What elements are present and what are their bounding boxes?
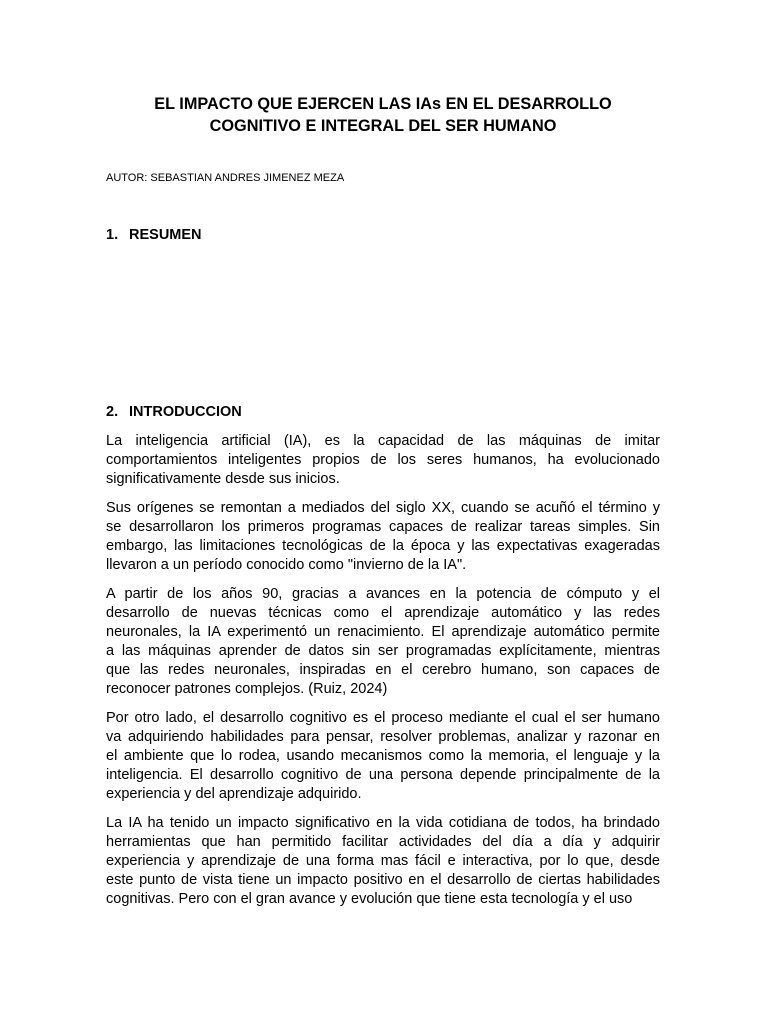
paragraph — [106, 499, 660, 575]
section-title: INTRODUCCION — [129, 404, 242, 420]
paragraph-line: A partir de los años 90, gracias a avances en la potencia de cómputo y el — [106, 586, 660, 602]
document-title — [106, 93, 660, 137]
section-title: RESUMEN — [129, 227, 202, 243]
paragraph-line: experiencia y del aprendizaje adquirido. — [106, 786, 362, 802]
paragraph-line: el ambiente que lo rodea, usando mecanismos como la memoria, el lenguaje y la — [106, 748, 660, 764]
introduction-body — [106, 432, 660, 919]
paragraph-line: Sus orígenes se remontan a mediados del siglo XX, cuando se acuñó el término y — [106, 500, 660, 516]
paragraph-line: va adquiriendo habilidades para pensar, resolver problemas, analizar y razonar en — [106, 729, 660, 745]
paragraph-line: significativamente desde sus inicios. — [106, 471, 340, 487]
author-line: AUTOR: SEBASTIAN ANDRES JIMENEZ MEZA — [106, 172, 345, 184]
paragraph-line: inteligencia. El desarrollo cognitivo de una persona depende principalmente de la — [106, 767, 660, 783]
section-number: 1. — [106, 227, 119, 243]
paragraph-line: neuronales, la IA experimentó un renacimiento. El aprendizaje automático permite — [106, 624, 660, 640]
paragraph-line: comportamientos inteligentes propios de los seres humanos, ha evolucionado — [106, 452, 660, 468]
section-heading-introduccion — [106, 403, 242, 421]
paragraph-line: que las redes neuronales, inspiradas en el cerebro humano, son capaces de — [106, 662, 660, 678]
paragraph — [106, 709, 660, 804]
paragraph-line: desarrollo de nuevas técnicas como el aprendizaje automático y las redes — [106, 605, 660, 621]
paragraph-line: herramientas que han permitido facilitar actividades del día a día y adquirir — [106, 834, 660, 850]
paragraph-line: se desarrollaron los primeros programas capaces de realizar tareas simples. Sin — [106, 519, 660, 535]
paragraph-line: llevaron a un período conocido como "invierno de la IA". — [106, 557, 467, 573]
paragraph-line: embargo, las limitaciones tecnológicas de la época y las expectativas exageradas — [106, 538, 660, 554]
paragraph — [106, 432, 660, 489]
paragraph — [106, 814, 660, 909]
paragraph-line: este punto de vista tiene un impacto positivo en el desarrollo de ciertas habilidades — [106, 872, 660, 888]
paragraph-line: cognitivas. Pero con el gran avance y evolución que tiene esta tecnología y el uso — [106, 891, 633, 907]
title-line-1: EL IMPACTO QUE EJERCEN LAS IAs EN EL DESARROLLO — [154, 95, 612, 113]
section-number: 2. — [106, 404, 119, 420]
paragraph-line: reconocer patrones complejos. (Ruiz, 2024) — [106, 681, 388, 697]
title-line-2: COGNITIVO E INTEGRAL DEL SER HUMANO — [209, 117, 557, 135]
paragraph-line: Por otro lado, el desarrollo cognitivo es el proceso mediante el cual el ser humano — [106, 710, 660, 726]
paragraph — [106, 585, 660, 699]
section-heading-resumen — [106, 226, 202, 244]
paragraph-line: La IA ha tenido un impacto significativo en la vida cotidiana de todos, ha brindado — [106, 815, 660, 831]
paragraph-line: a las máquinas aprender de datos sin ser programadas explícitamente, mientras — [106, 643, 660, 659]
paragraph-line: La inteligencia artificial (IA), es la capacidad de las máquinas de imitar — [106, 433, 660, 449]
paragraph-line: experiencia y aprendizaje de una forma mas fácil e interactiva, por lo que, desde — [106, 853, 660, 869]
